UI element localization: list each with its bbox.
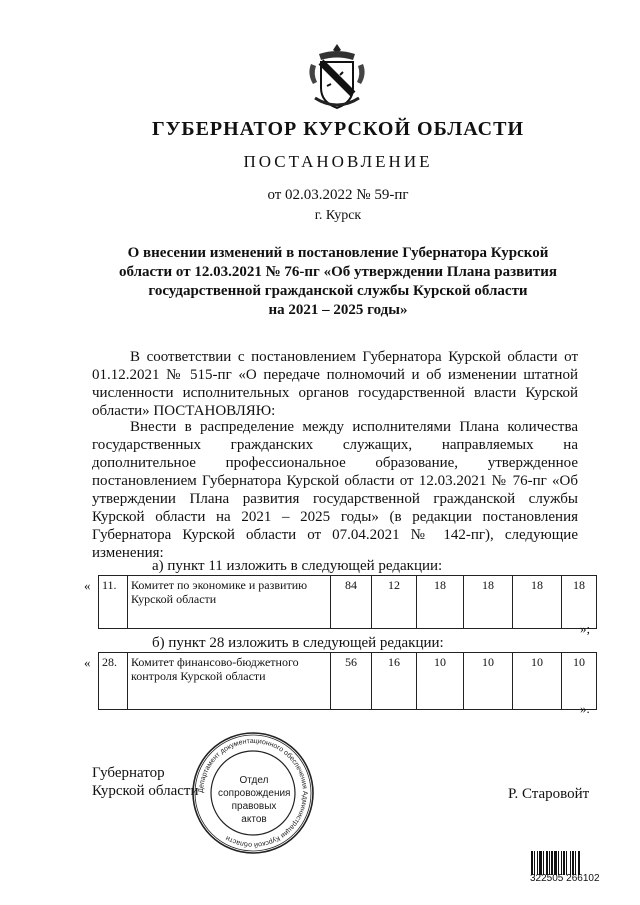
position-line: Губернатор: [92, 765, 165, 781]
value-cell: 18: [513, 576, 562, 629]
amendment-a-label: а) пункт 11 изложить в следующей редакции:: [152, 558, 443, 574]
value-cell: 18: [417, 576, 464, 629]
stamp-ring-text: Департамент документационного обеспечения Администрации Курской области: [197, 737, 309, 849]
close-quote: »;: [580, 621, 591, 636]
city: г. Курск: [314, 208, 362, 223]
stamp-line: сопровождения: [218, 788, 291, 799]
value-cell: 10: [464, 653, 513, 710]
value-cell: 18: [562, 576, 597, 629]
paragraph-amendment: Внести в распределение между исполнителями Плана количества государственных гражданских служащих, направляемых на дополнительное профессиональное образование, утвержденное постановлением Губернатора Курской области от 12.03.2021 № 76-пг «Об утверждении Плана развития государственной гражданской службы Курской области на 2021 – 2025 годы» (в редакции постановления Губернатора Курской области от 07.04.2021 № 142-пг), следующие изменения:: [92, 419, 578, 561]
value-cell: 10: [417, 653, 464, 710]
amendment-b-label: б) пункт 28 изложить в следующей редакции:: [152, 635, 444, 651]
stamp-line: актов: [241, 814, 267, 825]
table-row: [99, 576, 597, 629]
signatory-position: [92, 764, 198, 800]
stamp-line: Отдел: [239, 775, 269, 786]
amendment-a-table: [98, 575, 597, 629]
row-number: 28.: [99, 653, 128, 710]
document-heading: [110, 244, 566, 320]
amendment-b-table: [98, 652, 597, 710]
date-number: от 02.03.2022 № 59-пг: [267, 187, 409, 203]
open-quote: «: [84, 655, 91, 670]
value-cell: 18: [464, 576, 513, 629]
value-cell: 12: [372, 576, 417, 629]
table-row: [99, 653, 597, 710]
heading-line: О внесении изменений в постановление Губернатора Курской: [127, 245, 549, 261]
value-cell: 56: [331, 653, 372, 710]
authority-title: ГУБЕРНАТОР КУРСКОЙ ОБЛАСТИ: [151, 118, 525, 140]
barcode-number: 322505 266102: [530, 873, 600, 884]
stamp-center: [218, 774, 290, 826]
value-cell: 16: [372, 653, 417, 710]
document-type: ПОСТАНОВЛЕНИЕ: [243, 152, 433, 171]
executor-name: Комитет финансово-бюджетного контроля Курской области: [128, 653, 331, 710]
signatory-name: Р. Старовойт: [508, 786, 590, 802]
barcode-icon: [531, 851, 595, 875]
open-quote: «: [84, 578, 91, 593]
heading-line: области от 12.03.2021 № 76-пг «Об утверждении Плана развития: [118, 264, 558, 280]
heading-line: на 2021 – 2025 годы»: [268, 302, 408, 318]
close-quote: ».: [580, 701, 590, 716]
stamp-line: правовых: [231, 801, 277, 812]
executor-name: Комитет по экономике и развитию Курской области: [128, 576, 331, 629]
heading-line: государственной гражданской службы Курской области: [148, 283, 528, 299]
value-cell: 84: [331, 576, 372, 629]
value-cell: 10: [562, 653, 597, 710]
paragraph-basis: В соответствии с постановлением Губернатора Курской области от 01.12.2021 № 515-пг «О передаче полномочий и об изменении штатной численности исполнительных органов государственной власти Курской области» ПОСТАНОВЛЯЮ:: [92, 349, 578, 419]
row-number: 11.: [99, 576, 128, 629]
position-line: Курской области: [92, 783, 199, 799]
coat-of-arms-icon: [305, 42, 369, 114]
value-cell: 10: [513, 653, 562, 710]
